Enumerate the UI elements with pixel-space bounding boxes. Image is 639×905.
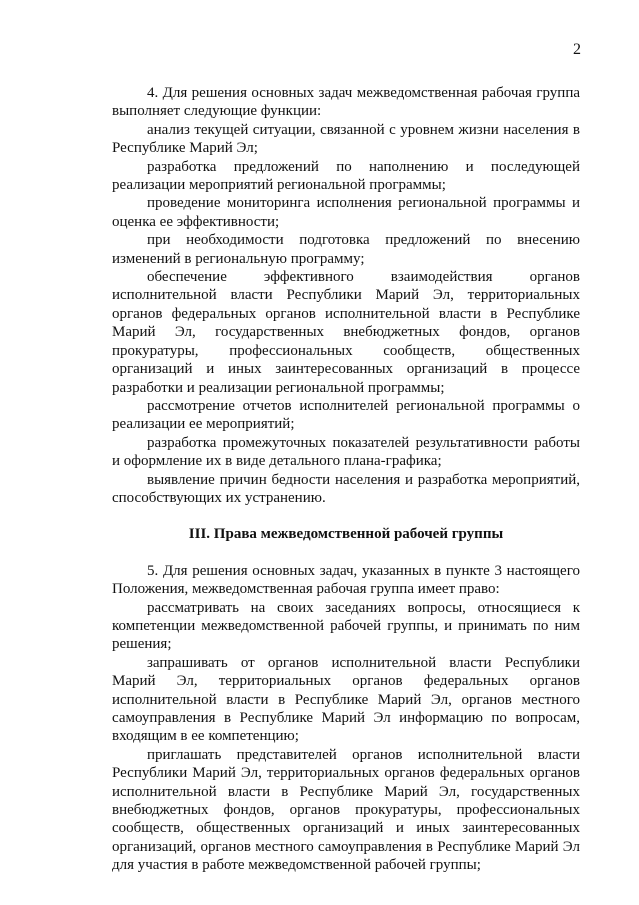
- right-item: приглашать представителей органов исполнительной власти Республики Марий Эл, территориальных органов федеральных органов исполнительной власти в Республике Марий Эл, государственных внебюджетных фондов, органов прокуратуры, профессиональных сообществ, общественных организаций и иных заинтересованных организаций, органов местного самоуправления в Республике Марий Эл для участия в работе межведомственной рабочей группы;: [112, 746, 580, 874]
- page-number: 2: [573, 41, 581, 58]
- function-item: разработка промежуточных показателей результативности работы и оформление их в виде детального плана-графика;: [112, 434, 580, 470]
- function-item: разработка предложений по наполнению и последующей реализации мероприятий региональной программы;: [112, 158, 580, 194]
- function-item: выявление причин бедности населения и разработка мероприятий, способствующих их устранению.: [112, 471, 580, 506]
- function-item: проведение мониторинга исполнения региональной программы и оценка ее эффективности;: [112, 195, 580, 230]
- function-item: рассмотрение отчетов исполнителей региональной программы о реализации ее мероприятий;: [112, 397, 580, 433]
- section-heading: III. Права межведомственной рабочей группы: [188, 526, 504, 543]
- function-item: при необходимости подготовка предложений по внесению изменений в региональную программу;: [112, 232, 580, 267]
- right-item: запрашивать от органов исполнительной власти Республики Марий Эл, территориальных органов федеральных органов исполнительной власти в Республике Марий Эл, органов местного самоуправления в Республике Марий Эл информацию по вопросам, входящим в ее компетенцию;: [112, 654, 580, 745]
- function-item: обеспечение эффективного взаимодействия органов исполнительной власти Республики Марий Эл, территориальных органов федеральных органов исполнительной власти в Республике Марий Эл, государственных внебюджетных фондов, органов прокуратуры, профессиональных сообществ, общественных организаций и иных заинтересованных организаций в процессе разработки и реализации региональной программы;: [112, 269, 580, 396]
- paragraph-4-intro: 4. Для решения основных задач межведомственная рабочая группа выполняет следующие функции:: [112, 85, 580, 120]
- right-item: рассматривать на своих заседаниях вопросы, относящиеся к компетенции межведомственной рабочей группы, и принимать по ним решения;: [112, 599, 580, 653]
- function-item: анализ текущей ситуации, связанной с уровнем жизни населения в Республике Марий Эл;: [112, 121, 580, 157]
- document-body: [112, 84, 580, 875]
- paragraph-5-intro: 5. Для решения основных задач, указанных в пункте 3 настоящего Положения, межведомственная рабочая группа имеет право:: [112, 562, 580, 598]
